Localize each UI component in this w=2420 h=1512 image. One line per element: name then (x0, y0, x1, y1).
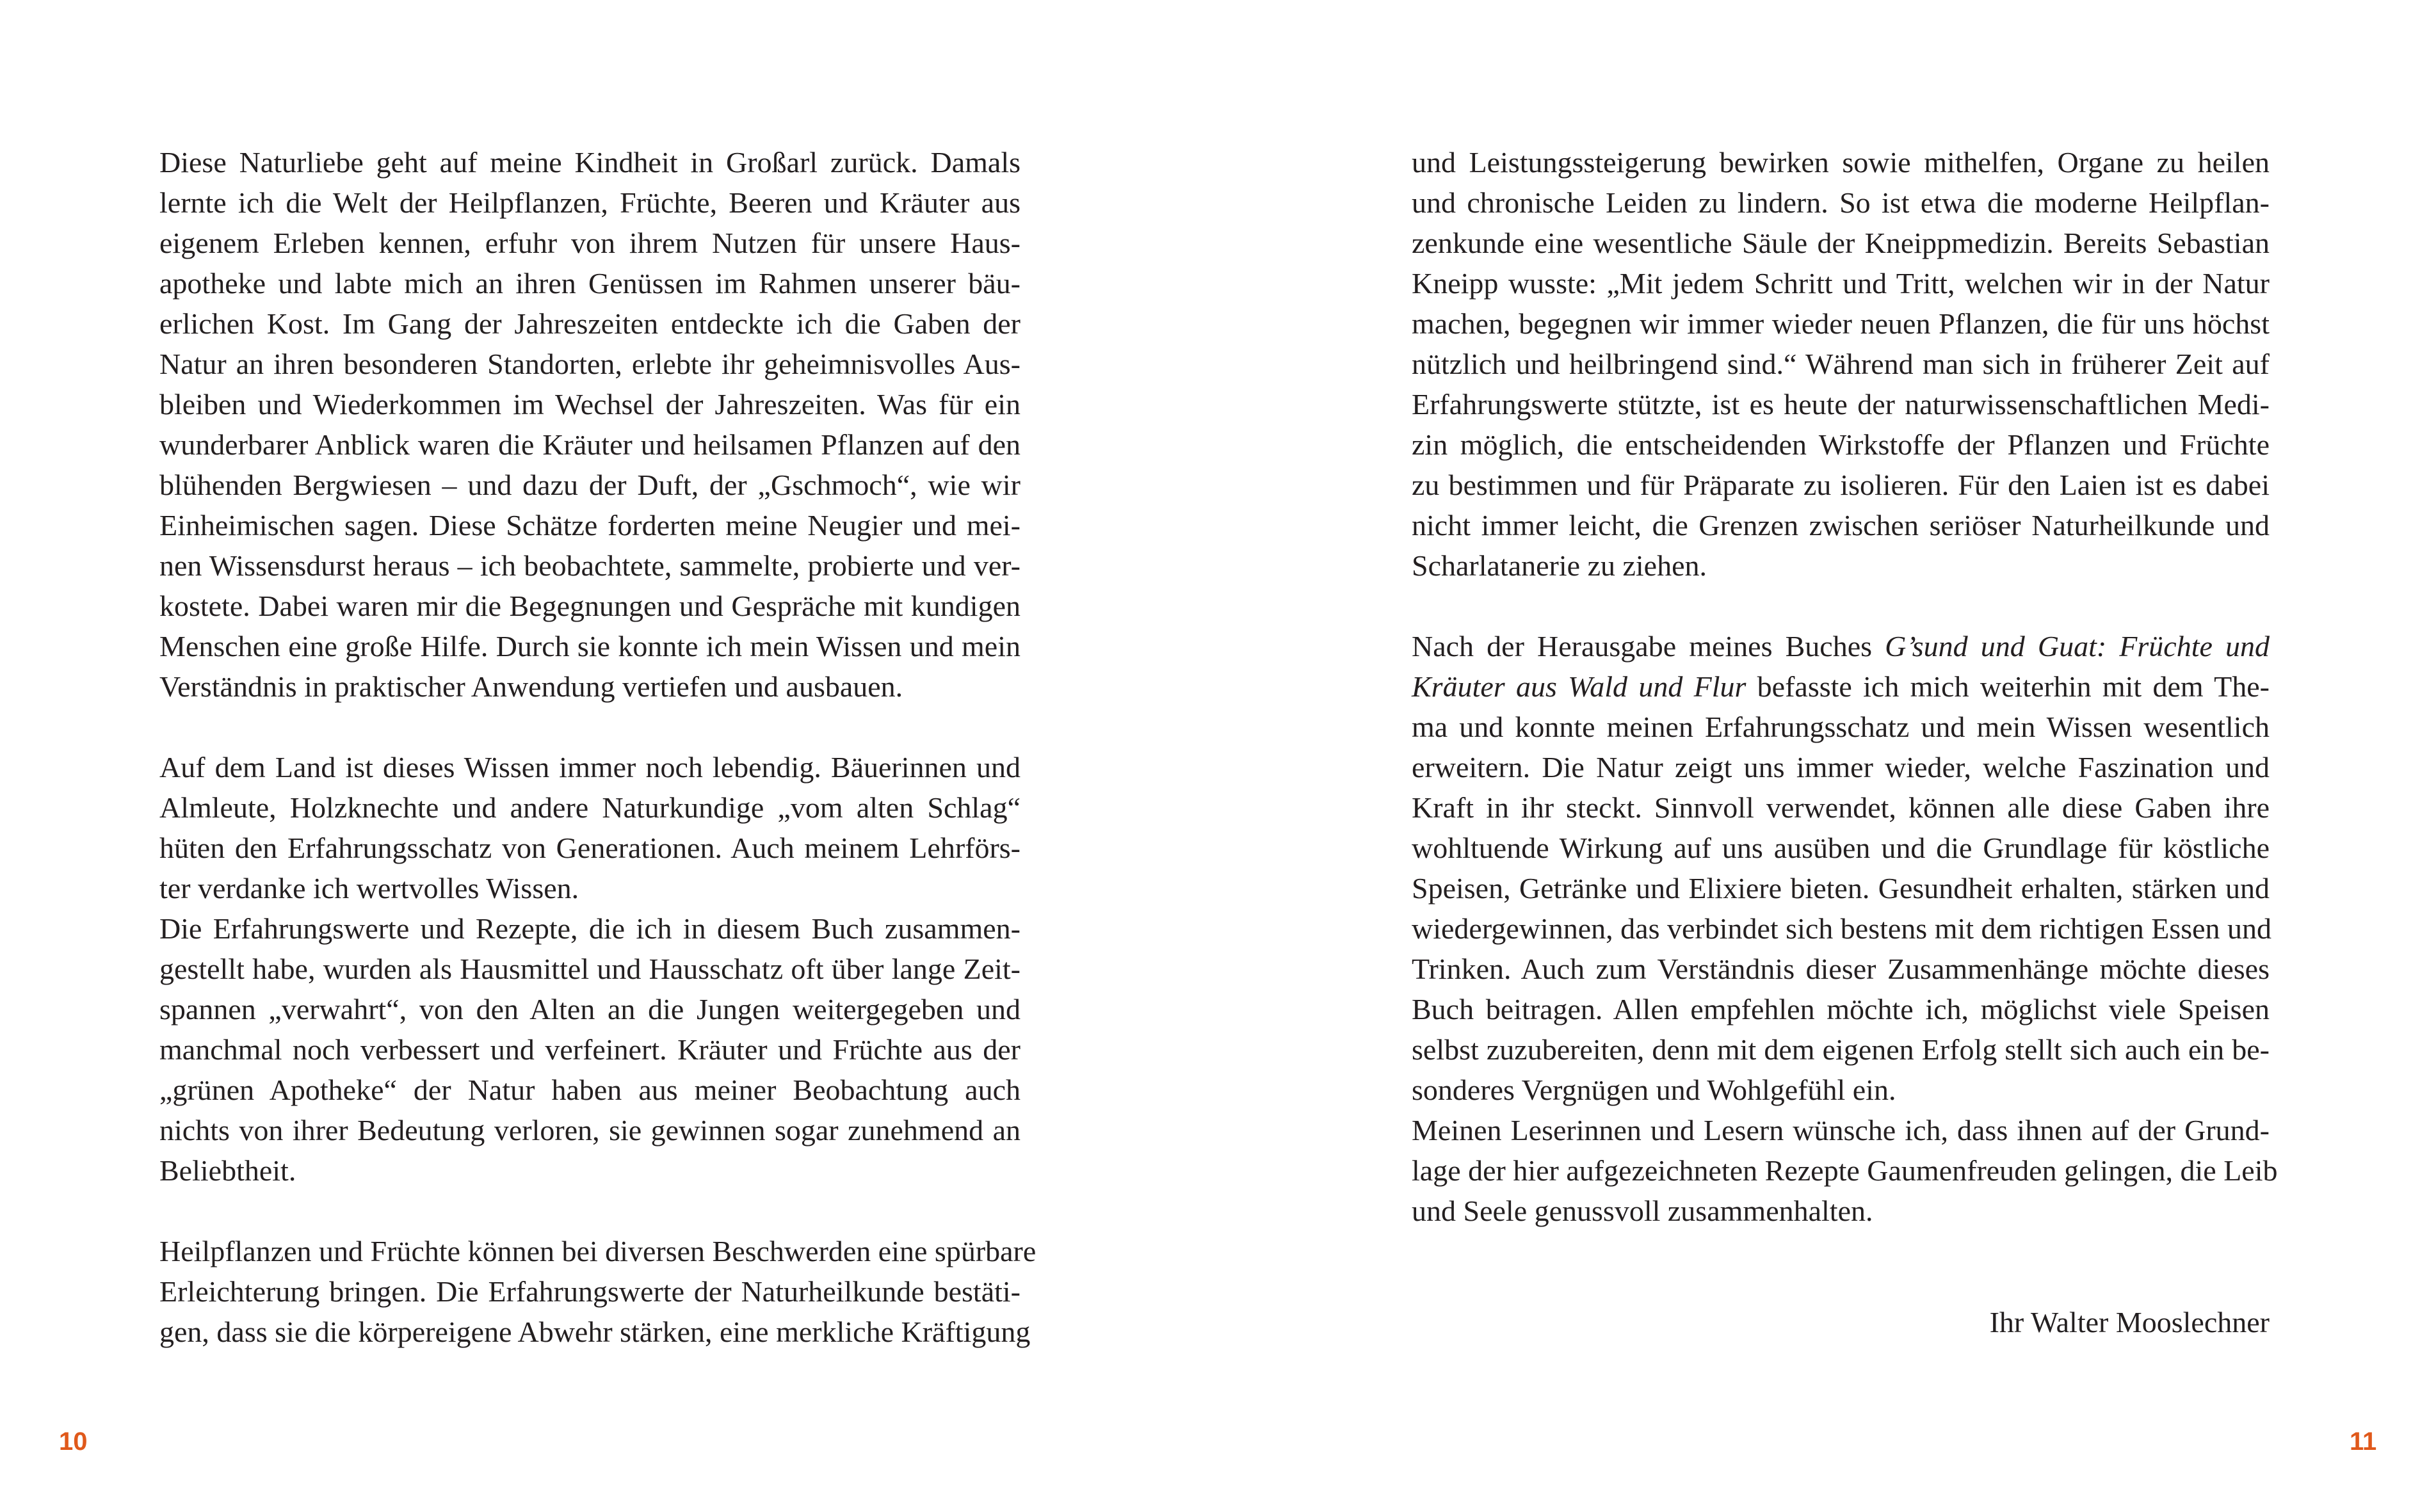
text-line: gestellt habe, wurden als Hausmittel und Hausschatz oft über lange Zeit- (159, 953, 1020, 985)
text-line: lernte ich die Welt der Heilpflanzen, Früchte, Beeren und Kräuter aus (159, 186, 1020, 219)
text-line: manchmal noch verbessert und verfeinert. Kräuter und Früchte aus der (159, 1033, 1020, 1066)
text-line: nichts von ihrer Bedeutung verloren, sie gewinnen sogar zunehmend an (159, 1114, 1020, 1146)
text-fragment: befasste ich mich weiterhin mit dem The- (1746, 670, 2270, 703)
text-line: blühenden Bergwiesen – und dazu der Duft, der „Gschmoch“, wie wir (159, 469, 1020, 501)
text-line: Natur an ihren besonderen Standorten, erlebte ihr geheimnisvolles Aus- (159, 348, 1020, 380)
text-line: gen, dass sie die körpereigene Abwehr stärken, eine merkliche Kräftigung (159, 1315, 1031, 1348)
text-line: nen Wissensdurst heraus – ich beobachtete, sammelte, probierte und ver- (159, 549, 1020, 582)
text-line: Kneipp wusste: „Mit jedem Schritt und Tritt, welchen wir in der Natur (1412, 267, 2270, 300)
text-line: Almleute, Holzknechte und andere Naturkundige „vom alten Schlag“ (159, 791, 1020, 824)
text-line: Verständnis in praktischer Anwendung vertiefen und ausbauen. (159, 670, 903, 703)
text-line: Die Erfahrungswerte und Rezepte, die ich in diesem Buch zusammen- (159, 912, 1020, 945)
text-line: hüten den Erfahrungsschatz von Generationen. Auch meinem Lehrförs- (159, 832, 1020, 864)
text-line: nützlich und heilbringend sind.“ Während man sich in früherer Zeit auf (1412, 348, 2270, 380)
book-title: Kräuter aus Wald und Flur (1412, 670, 1746, 703)
text-line: zu bestimmen und für Präparate zu isolieren. Für den Laien ist es dabei (1412, 469, 2270, 501)
text-line: zenkunde eine wesentliche Säule der Kneippmedizin. Bereits Sebastian (1412, 227, 2270, 259)
text-fragment: Nach der Herausgabe meines Buches (1412, 630, 1885, 663)
text-line: wiedergewinnen, das verbindet sich bestens mit dem richtigen Essen und (1412, 912, 2272, 945)
text-line: sonderes Vergnügen und Wohlgefühl ein. (1412, 1074, 1896, 1106)
text-line: und Leistungssteigerung bewirken sowie mithelfen, Organe zu heilen (1412, 146, 2270, 179)
text-line: Buch beitragen. Allen empfehlen möchte ich, möglichst viele Speisen (1412, 993, 2270, 1025)
text-line: Auf dem Land ist dieses Wissen immer noch lebendig. Bäuerinnen und (159, 751, 1020, 784)
text-line: und chronische Leiden zu lindern. So ist etwa die moderne Heilpflan- (1412, 186, 2270, 219)
text-line: wohltuende Wirkung auf uns ausüben und die Grundlage für köstliche (1412, 832, 2270, 864)
text-line: zin möglich, die entscheidenden Wirkstoffe der Pflanzen und Früchte (1412, 428, 2270, 461)
text-line: Kraft in ihr steckt. Sinnvoll verwendet, können alle diese Gaben ihre (1412, 791, 2270, 824)
signature: Ihr Walter Mooslechner (1989, 1306, 2270, 1339)
text-line: Speisen, Getränke und Elixiere bieten. Gesundheit erhalten, stärken und (1412, 872, 2270, 905)
text-line: Einheimischen sagen. Diese Schätze forderten meine Neugier und mei- (159, 509, 1020, 542)
text-line: Erfahrungswerte stützte, ist es heute der naturwissenschaftlichen Medi- (1412, 388, 2270, 421)
text-line: Scharlatanerie zu ziehen. (1412, 549, 1707, 582)
text-line: Diese Naturliebe geht auf meine Kindheit in Großarl zurück. Damals (159, 146, 1020, 179)
text-line: machen, begegnen wir immer wieder neuen Pflanzen, die für uns höchst (1412, 307, 2270, 340)
text-line (1412, 667, 2270, 707)
text-line: erlichen Kost. Im Gang der Jahreszeiten entdeckte ich die Gaben der (159, 307, 1020, 340)
page-number: 10 (59, 1428, 88, 1456)
text-line: spannen „verwahrt“, von den Alten an die Jungen weitergegeben und (159, 993, 1020, 1025)
text-line: Trinken. Auch zum Verständnis dieser Zusammenhänge möchte dieses (1412, 953, 2270, 985)
text-line: und Seele genussvoll zusammenhalten. (1412, 1194, 1873, 1227)
text-line: ter verdanke ich wertvolles Wissen. (159, 872, 579, 905)
page-number: 11 (2350, 1428, 2377, 1456)
book-title: G’sund und Guat: Früchte und (1885, 630, 2270, 663)
text-line: selbst zuzubereiten, denn mit dem eigenen Erfolg stellt sich auch ein be- (1412, 1033, 2270, 1066)
text-line: bleiben und Wiederkommen im Wechsel der Jahreszeiten. Was für ein (159, 388, 1020, 421)
text-line: lage der hier aufgezeichneten Rezepte Gaumenfreuden gelingen, die Leib (1412, 1154, 2278, 1187)
text-line: „grünen Apotheke“ der Natur haben aus meiner Beobachtung auch (159, 1074, 1020, 1106)
text-line: erweitern. Die Natur zeigt uns immer wieder, welche Faszination und (1412, 751, 2270, 784)
text-line: Menschen eine große Hilfe. Durch sie konnte ich mein Wissen und mein (159, 630, 1020, 663)
text-line: nicht immer leicht, die Grenzen zwischen seriöser Naturheilkunde und (1412, 509, 2270, 542)
text-line: Meinen Leserinnen und Lesern wünsche ich, dass ihnen auf der Grund- (1412, 1114, 2270, 1146)
text-line: Beliebtheit. (159, 1154, 296, 1187)
text-line: Heilpflanzen und Früchte können bei diversen Beschwerden eine spürbare (159, 1235, 1037, 1267)
text-line: wunderbarer Anblick waren die Kräuter und heilsamen Pflanzen auf den (159, 428, 1020, 461)
text-line: Erleichterung bringen. Die Erfahrungswerte der Naturheilkunde bestäti- (159, 1275, 1020, 1308)
text-line: ma und konnte meinen Erfahrungsschatz und mein Wissen wesentlich (1412, 711, 2270, 743)
text-line: eigenem Erleben kennen, erfuhr von ihrem Nutzen für unsere Haus- (159, 227, 1020, 259)
text-line: apotheke und labte mich an ihren Genüssen im Rahmen unserer bäu- (159, 267, 1020, 300)
text-line (1412, 627, 2270, 666)
text-line: kostete. Dabei waren mir die Begegnungen und Gespräche mit kundigen (159, 590, 1020, 622)
